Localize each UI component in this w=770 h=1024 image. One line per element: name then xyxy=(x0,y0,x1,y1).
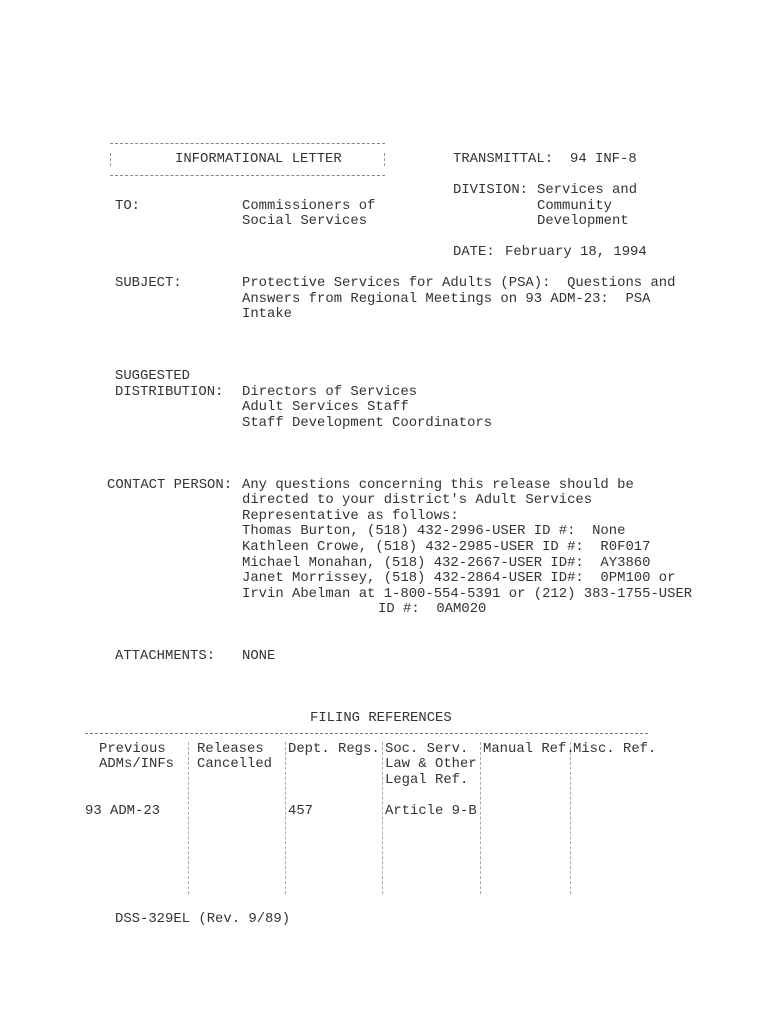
column-separator xyxy=(570,742,571,894)
contact-label: CONTACT PERSON: xyxy=(107,477,233,493)
filing-cell: 93 ADM-23 xyxy=(85,803,161,819)
transmittal-value: 94 INF-8 xyxy=(570,151,637,167)
distribution-label: SUGGESTED xyxy=(115,368,191,384)
attachments-label: ATTACHMENTS: xyxy=(115,648,216,664)
filing-cell: 457 xyxy=(288,803,314,819)
letter-type: INFORMATIONAL LETTER xyxy=(175,151,342,167)
column-header: Law & Other xyxy=(385,756,477,772)
form-number: DSS-329EL (Rev. 9/89) xyxy=(115,911,291,927)
column-separator xyxy=(285,742,286,894)
column-separator xyxy=(382,742,383,894)
column-separator xyxy=(188,742,189,894)
division-label: DIVISION: xyxy=(453,182,529,198)
division-line: Services and xyxy=(537,182,638,198)
contact-line: Irvin Abelman at 1-800-554-5391 or (212) 383-1755-USER xyxy=(242,586,693,602)
contact-line: Thomas Burton, (518) 432-2996-USER ID #: None xyxy=(242,523,626,539)
contact-line: Any questions concerning this release should be xyxy=(242,477,634,493)
column-header: Cancelled xyxy=(197,756,273,772)
distribution-line: Staff Development Coordinators xyxy=(242,415,493,431)
subject-label: SUBJECT: xyxy=(115,275,182,291)
distribution-line: Adult Services Staff xyxy=(242,399,409,415)
subject-line: Protective Services for Adults (PSA): Questions and xyxy=(242,275,676,291)
contact-line: Representative as follows: xyxy=(242,508,459,524)
date-label: DATE: xyxy=(453,244,495,260)
column-header: Manual Ref. xyxy=(483,741,575,757)
distribution-label: DISTRIBUTION: xyxy=(115,384,224,400)
to-label: TO: xyxy=(115,198,141,214)
distribution-line: Directors of Services xyxy=(242,384,418,400)
date-value: February 18, 1994 xyxy=(505,244,647,260)
attachments-value: NONE xyxy=(242,648,276,664)
division-line: Development xyxy=(537,213,629,229)
column-header: Misc. Ref. xyxy=(573,741,657,757)
column-header: Legal Ref. xyxy=(385,772,469,788)
filing-title: FILING REFERENCES xyxy=(310,710,452,726)
contact-line: directed to your district's Adult Services xyxy=(242,492,593,508)
contact-line: ID #: 0AM020 xyxy=(378,601,487,617)
contact-line: Janet Morrissey, (518) 432-2864-USER ID#: 0PM100 or xyxy=(242,570,676,586)
contact-line: Kathleen Crowe, (518) 432-2985-USER ID #: R0F017 xyxy=(242,539,651,555)
column-header: Previous xyxy=(99,741,166,757)
column-header: Dept. Regs. xyxy=(288,741,380,757)
to-line: Commissioners of xyxy=(242,198,376,214)
subject-line: Answers from Regional Meetings on 93 ADM-23: PSA xyxy=(242,291,651,307)
transmittal-label: TRANSMITTAL: xyxy=(453,151,554,167)
column-header: Soc. Serv. xyxy=(385,741,469,757)
subject-line: Intake xyxy=(242,306,293,322)
division-line: Community xyxy=(537,198,613,214)
column-header: Releases xyxy=(197,741,264,757)
column-separator xyxy=(480,742,481,894)
filing-cell: Article 9-B xyxy=(385,803,477,819)
contact-line: Michael Monahan, (518) 432-2667-USER ID#: AY3860 xyxy=(242,555,651,571)
filing-divider xyxy=(85,733,648,734)
to-line: Social Services xyxy=(242,213,368,229)
column-header: ADMs/INFs xyxy=(99,756,175,772)
